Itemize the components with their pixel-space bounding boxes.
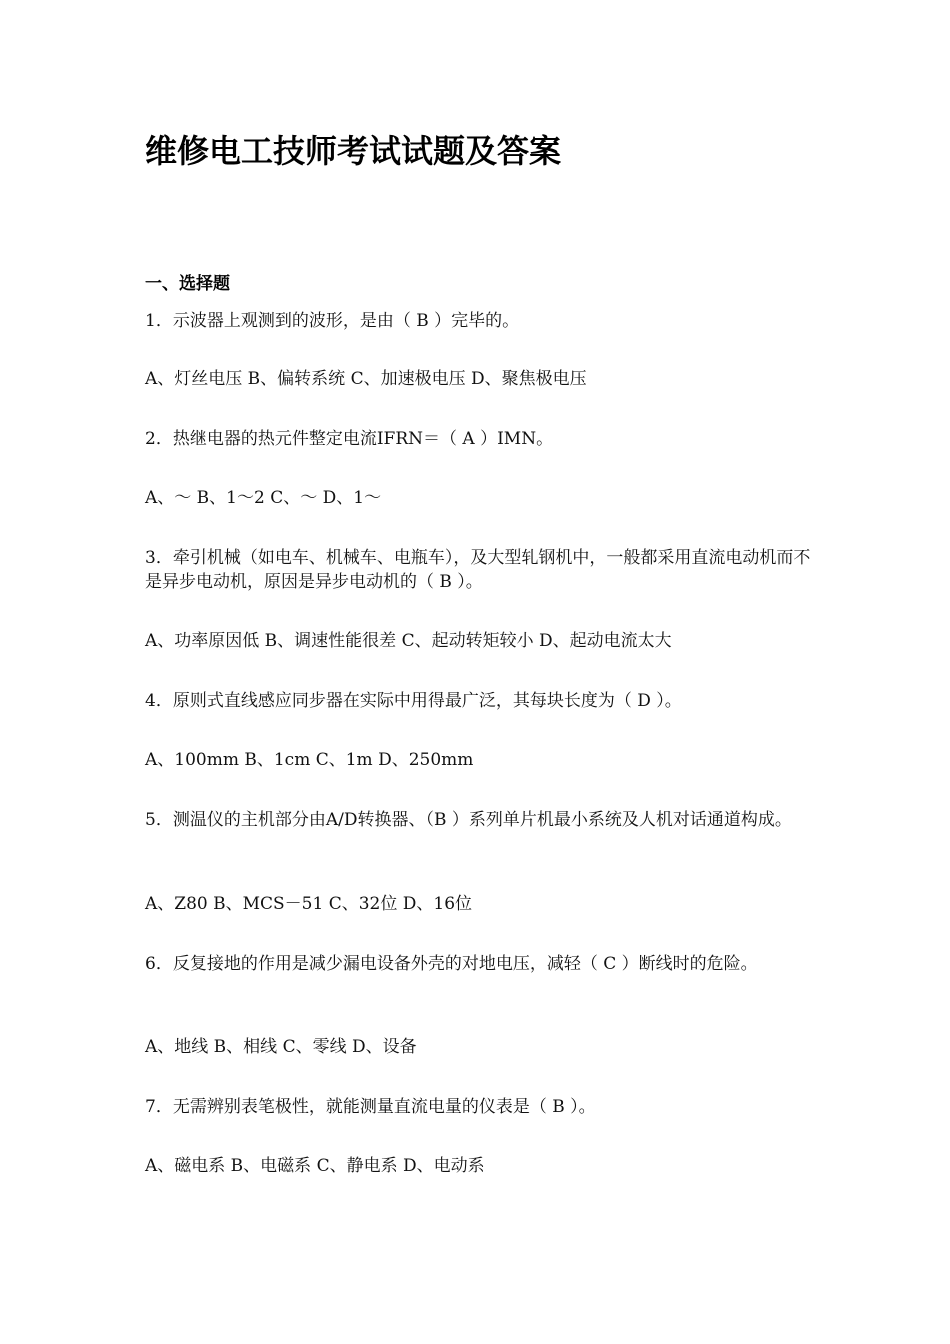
question-7: 7．无需辨别表笔极性，就能测量直流电量的仪表是（ B ）。 — [145, 1097, 596, 1117]
section-heading: 一、选择题 — [145, 274, 230, 294]
question-1-options: A、灯丝电压 B、偏转系统 C、加速极电压 D、聚焦极电压 — [145, 369, 587, 389]
question-2: 2．热继电器的热元件整定电流IFRN＝（ A ）IMN。 — [145, 429, 554, 449]
question-5: 5．测温仪的主机部分由A/D转换器、（B ）系列单片机最小系统及人机对话通道构成。 — [145, 810, 792, 830]
question-5-options: A、Z80 B、MCS－51 C、32位 D、16位 — [145, 894, 473, 914]
question-1: 1．示波器上观测到的波形，是由（ B ）完毕的。 — [145, 311, 520, 331]
question-3: 3．牵引机械（如电车、机械车、电瓶车），及大型轧钢机中，一般都采用直流电动机而不是异步电动机，原因是异步电动机的（ B ）。 — [145, 548, 811, 592]
question-4-options: A、100mm B、1cm C、1m D、250mm — [145, 750, 474, 770]
question-2-options: A、～ B、1～2 C、～ D、1～ — [145, 488, 382, 508]
document-title: 维修电工技师考试试题及答案 — [145, 132, 562, 170]
question-3-options: A、功率原因低 B、调速性能很差 C、起动转矩较小 D、起动电流太大 — [145, 631, 672, 651]
question-6-options: A、地线 B、相线 C、零线 D、设备 — [145, 1037, 417, 1057]
question-4: 4．原则式直线感应同步器在实际中用得最广泛，其每块长度为（ D ）。 — [145, 691, 682, 711]
question-7-options: A、磁电系 B、电磁系 C、静电系 D、电动系 — [145, 1156, 485, 1176]
question-6: 6．反复接地的作用是减少漏电设备外壳的对地电压，减轻（ C ）断线时的危险。 — [145, 954, 758, 974]
